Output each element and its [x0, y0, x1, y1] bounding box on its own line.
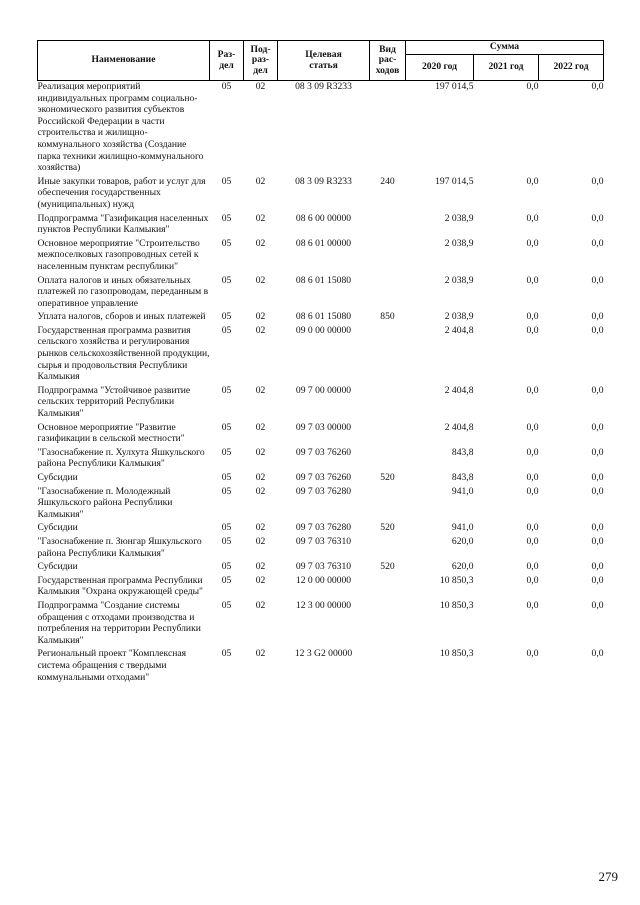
row-sum-2021: 0,0	[526, 446, 539, 458]
row-expense-type	[370, 81, 406, 176]
row-sum-2021: 0,0	[526, 485, 539, 497]
row-razdel: 05	[221, 472, 232, 483]
table-row	[38, 238, 604, 275]
row-sum-2021: 0,0	[526, 574, 539, 586]
row-sum-2021: 0,0	[526, 522, 539, 534]
row-name: Субсидии	[37, 472, 78, 483]
row-target-article: 08 3 09 R3233	[295, 175, 352, 187]
row-sum-2020: 2 404,8	[444, 421, 474, 433]
row-target-article: 08 3 09 R3233	[295, 81, 352, 92]
header-vid-text: Вид рас- ходов	[375, 43, 400, 76]
row-expense-type: 850	[380, 311, 395, 323]
row-target-article: 09 7 03 76280	[295, 522, 352, 534]
row-sum-2021: 0,0	[526, 237, 539, 249]
row-podrazdel: 02	[255, 574, 266, 586]
row-sum-2020: 2 038,9	[444, 274, 474, 286]
row-target-article: 09 0 00 00000	[295, 324, 352, 336]
row-name: Подпрограмма "Создание системы обращения с отходами производства и потребления на территории Республики Калмыкия"	[37, 599, 201, 646]
table-row	[38, 472, 604, 486]
row-sum-2022: 0,0	[591, 324, 604, 336]
row-razdel: 05	[221, 648, 232, 660]
row-podrazdel: 02	[255, 485, 266, 497]
row-target-article: 09 7 03 76260	[295, 446, 352, 458]
row-target-article: 09 7 03 00000	[295, 421, 352, 433]
header-razdel	[210, 41, 244, 81]
row-target-article: 08 6 00 00000	[295, 212, 352, 224]
row-sum-2021: 0,0	[526, 274, 539, 286]
table-row	[38, 213, 604, 238]
row-name: Субсидии	[37, 522, 78, 534]
row-expense-type	[370, 325, 406, 385]
row-name: Реализация мероприятий индивидуальных программ социально-экономического развития субъектов Российской Федерации в части строительства и жилищно-коммунального хозяйства (Создание парка техники жилищно-коммунального хозяйства)	[37, 81, 204, 174]
row-razdel: 05	[221, 81, 232, 92]
row-razdel: 05	[221, 421, 232, 433]
row-name: Государственная программа Республики Калмыкия "Охрана окружающей среды"	[37, 574, 203, 598]
row-sum-2021: 0,0	[526, 81, 539, 92]
table-row	[38, 447, 604, 472]
row-sum-2020: 2 038,9	[444, 237, 474, 249]
row-sum-2022: 0,0	[591, 311, 604, 323]
row-podrazdel: 02	[255, 648, 266, 660]
row-sum-2020: 10 850,3	[439, 574, 474, 586]
row-sum-2022: 0,0	[591, 535, 604, 547]
table-row	[38, 385, 604, 422]
row-expense-type	[370, 422, 406, 447]
header-target	[278, 41, 370, 81]
row-expense-type: 520	[380, 472, 395, 483]
row-razdel: 05	[221, 274, 232, 286]
table-row	[38, 275, 604, 312]
row-expense-type	[370, 385, 406, 422]
row-sum-2022: 0,0	[591, 574, 604, 586]
row-sum-2022: 0,0	[591, 384, 604, 396]
table-row	[38, 422, 604, 447]
row-podrazdel: 02	[255, 561, 266, 573]
row-podrazdel: 02	[255, 535, 266, 547]
row-sum-2020: 2 038,9	[444, 311, 474, 323]
header-year-2022: 2022 год	[539, 55, 604, 81]
row-sum-2021: 0,0	[526, 311, 539, 323]
row-podrazdel: 02	[255, 522, 266, 534]
row-razdel: 05	[221, 535, 232, 547]
row-sum-2022: 0,0	[591, 599, 604, 611]
row-expense-type	[370, 600, 406, 648]
header-year-2021: 2021 год	[474, 55, 539, 81]
row-sum-2021: 0,0	[526, 535, 539, 547]
row-name: Основное мероприятие "Развитие газификации в сельской местности"	[37, 421, 185, 445]
row-sum-2020: 620,0	[451, 561, 474, 573]
row-sum-2022: 0,0	[591, 175, 604, 187]
row-name: Подпрограмма "Газификация населенных пунктов Республики Калмыкия"	[37, 212, 209, 236]
row-sum-2021: 0,0	[526, 472, 539, 483]
row-sum-2022: 0,0	[591, 472, 604, 483]
row-razdel: 05	[221, 384, 232, 396]
row-podrazdel: 02	[255, 446, 266, 458]
row-target-article: 12 3 G2 00000	[294, 648, 353, 660]
row-razdel: 05	[221, 446, 232, 458]
row-expense-type	[370, 486, 406, 523]
row-razdel: 05	[221, 324, 232, 336]
row-razdel: 05	[221, 574, 232, 586]
row-razdel: 05	[221, 237, 232, 249]
row-target-article: 08 6 01 15080	[295, 311, 352, 323]
row-razdel: 05	[221, 311, 232, 323]
header-summa: Сумма	[406, 41, 604, 55]
row-target-article: 09 7 03 76310	[295, 535, 352, 547]
row-sum-2022: 0,0	[591, 561, 604, 573]
row-razdel: 05	[221, 212, 232, 224]
table-header	[38, 41, 604, 81]
row-podrazdel: 02	[255, 175, 266, 187]
row-sum-2020: 2 404,8	[444, 324, 474, 336]
row-name: "Газоснабжение п. Хулхута Яшкульского района Республики Калмыкия"	[37, 446, 205, 470]
row-target-article: 09 7 03 76310	[295, 561, 352, 573]
row-podrazdel: 02	[255, 81, 266, 92]
row-name: Иные закупки товаров, работ и услуг для обеспечения государственных (муниципальных) нужд	[37, 175, 206, 210]
row-podrazdel: 02	[255, 237, 266, 249]
header-vid	[370, 41, 406, 81]
row-podrazdel: 02	[255, 212, 266, 224]
row-sum-2022: 0,0	[591, 446, 604, 458]
row-sum-2022: 0,0	[591, 648, 604, 660]
row-sum-2020: 620,0	[451, 535, 474, 547]
page-number: 279	[598, 869, 618, 884]
row-razdel: 05	[221, 599, 232, 611]
row-sum-2022: 0,0	[591, 421, 604, 433]
row-expense-type: 240	[380, 175, 395, 187]
row-name: "Газоснабжение п. Зюнгар Яшкульского района Республики Калмыкия"	[37, 535, 202, 559]
row-expense-type: 520	[380, 561, 395, 573]
row-sum-2021: 0,0	[526, 561, 539, 573]
row-razdel: 05	[221, 561, 232, 573]
row-podrazdel: 02	[255, 472, 266, 483]
row-sum-2020: 941,0	[451, 485, 474, 497]
row-sum-2021: 0,0	[526, 384, 539, 396]
row-target-article: 08 6 01 00000	[295, 237, 352, 249]
row-name: Подпрограмма "Устойчивое развитие сельских территорий Республики Калмыкия"	[37, 384, 191, 420]
row-expense-type	[370, 648, 406, 685]
row-sum-2020: 2 404,8	[444, 384, 474, 396]
row-sum-2021: 0,0	[526, 599, 539, 611]
row-sum-2022: 0,0	[591, 485, 604, 497]
row-razdel: 05	[221, 522, 232, 534]
row-podrazdel: 02	[255, 311, 266, 323]
row-expense-type	[370, 238, 406, 275]
table-row	[38, 176, 604, 213]
row-expense-type	[370, 447, 406, 472]
table-row	[38, 81, 604, 176]
row-sum-2022: 0,0	[591, 522, 604, 534]
row-sum-2020: 2 038,9	[444, 212, 474, 224]
row-expense-type	[370, 536, 406, 561]
row-target-article: 09 7 03 76260	[295, 472, 352, 483]
row-name: Основное мероприятие "Строительство межпоселковых газопроводных сетей к населенным пунктам республики"	[37, 237, 200, 272]
header-target-text: Целевая статья	[305, 49, 342, 71]
row-target-article: 08 6 01 15080	[295, 274, 352, 286]
row-podrazdel: 02	[255, 274, 266, 286]
row-sum-2022: 0,0	[591, 274, 604, 286]
table-row	[38, 536, 604, 561]
row-name: Оплата налогов и иных обязательных платежей по газопроводам, переданным в оперативное управление	[37, 274, 209, 309]
row-name: Уплата налогов, сборов и иных платежей	[37, 311, 206, 323]
table-row	[38, 311, 604, 325]
header-year-2020: 2020 год	[406, 55, 474, 81]
row-podrazdel: 02	[255, 324, 266, 336]
table-row	[38, 486, 604, 523]
row-sum-2020: 197 014,5	[435, 175, 474, 187]
row-sum-2021: 0,0	[526, 324, 539, 336]
row-sum-2021: 0,0	[526, 648, 539, 660]
row-sum-2020: 941,0	[451, 522, 474, 534]
row-sum-2020: 843,8	[451, 472, 474, 483]
row-target-article: 12 3 00 00000	[295, 599, 352, 611]
row-name: Государственная программа развития сельского хозяйства и регулирования рынков сельскохозяйственной продукции, сырья и продовольствия Республики Калмыкия	[37, 324, 210, 383]
row-sum-2021: 0,0	[526, 175, 539, 187]
row-expense-type	[370, 575, 406, 600]
header-name: Наименование	[38, 41, 210, 81]
row-sum-2020: 10 850,3	[439, 599, 474, 611]
row-razdel: 05	[221, 485, 232, 497]
header-razdel-text: Раз- дел	[217, 49, 236, 71]
row-sum-2022: 0,0	[591, 81, 604, 92]
row-sum-2022: 0,0	[591, 237, 604, 249]
table-row	[38, 575, 604, 600]
row-sum-2021: 0,0	[526, 212, 539, 224]
row-target-article: 12 0 00 00000	[295, 574, 352, 586]
row-podrazdel: 02	[255, 599, 266, 611]
table-body	[38, 81, 604, 686]
budget-table	[37, 40, 604, 685]
row-target-article: 09 7 00 00000	[295, 384, 352, 396]
table-row	[38, 561, 604, 575]
row-sum-2020: 843,8	[451, 446, 474, 458]
table-row	[38, 648, 604, 685]
row-target-article: 09 7 03 76280	[295, 485, 352, 497]
header-podrazdel-text: Под- раз- дел	[250, 43, 271, 76]
row-sum-2021: 0,0	[526, 421, 539, 433]
row-sum-2020: 10 850,3	[439, 648, 474, 660]
row-podrazdel: 02	[255, 421, 266, 433]
row-name: "Газоснабжение п. Молодежный Яшкульского района Республики Калмыкия"	[37, 485, 173, 520]
row-sum-2020: 197 014,5	[435, 81, 474, 92]
row-expense-type: 520	[380, 522, 395, 534]
row-podrazdel: 02	[255, 384, 266, 396]
row-sum-2022: 0,0	[591, 212, 604, 224]
header-podrazdel	[244, 41, 278, 81]
row-name: Субсидии	[37, 561, 78, 573]
row-name: Региональный проект "Комплексная система обращения с твердыми коммунальными отходами"	[37, 648, 187, 683]
table-row	[38, 600, 604, 648]
table-row	[38, 325, 604, 385]
row-razdel: 05	[221, 175, 232, 187]
row-expense-type	[370, 213, 406, 238]
row-expense-type	[370, 275, 406, 312]
table-row	[38, 522, 604, 536]
